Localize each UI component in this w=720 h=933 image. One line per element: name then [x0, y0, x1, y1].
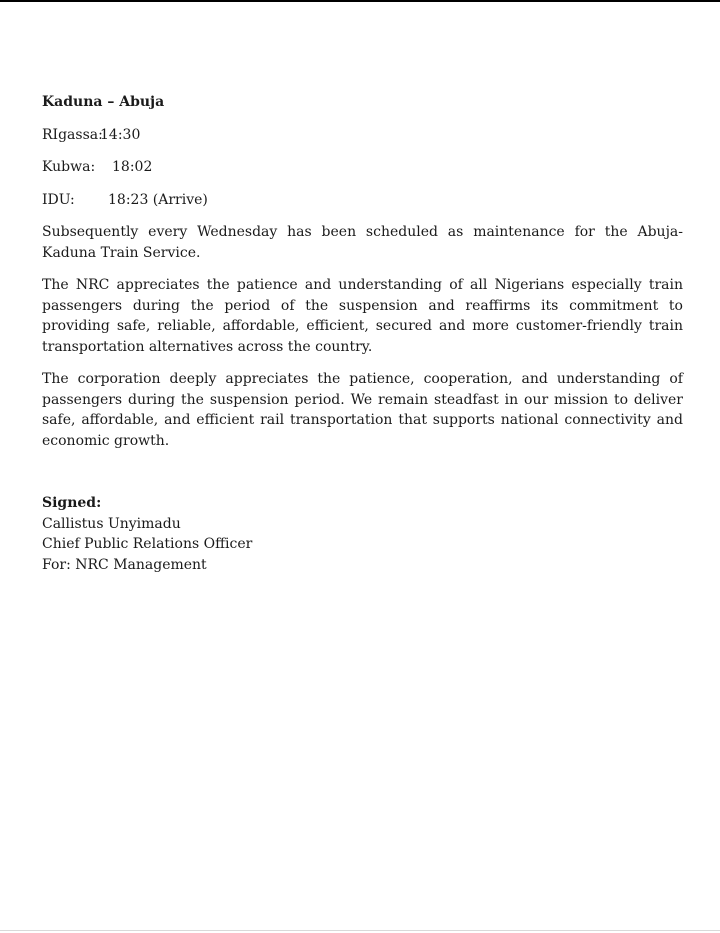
signatory-title: Chief Public Relations Officer [42, 536, 253, 552]
schedule-row-kubwa [42, 157, 683, 178]
schedule-time: 14:30 [100, 126, 141, 143]
signature-block [42, 493, 683, 575]
schedule-row-idu [42, 190, 683, 211]
paragraph-appreciation: The NRC appreciates the patience and understanding of all Nigerians especially train passengers during the period of the suspension and reaffirms its commitment to providing safe, reliable, affordable, efficient, secured and more customer-friendly train transportation alternatives across the country. [42, 277, 683, 355]
paragraph-mission-statement: The corporation deeply appreciates the patience, cooperation, and understanding of passengers during the suspension period. We remain steadfast in our mission to deliver safe, affordable, and efficient rail transportation that supports national connectivity and economic growth. [42, 371, 683, 449]
document-body [42, 92, 683, 575]
route-heading: Kaduna – Abuja [42, 94, 165, 110]
signed-label: Signed: [42, 495, 102, 511]
schedule-station: Kubwa: [42, 159, 96, 175]
signatory-name: Callistus Unyimadu [42, 515, 181, 532]
signatory-organization: For: NRC Management [42, 556, 207, 573]
schedule-station: RIgassa: [42, 126, 103, 143]
schedule-row-rigassa [42, 125, 683, 146]
schedule-station: IDU: [42, 191, 75, 208]
top-border-rule [0, 0, 720, 2]
bottom-border-rule [0, 930, 720, 931]
schedule-time: 18:23 (Arrive) [108, 191, 208, 208]
paragraph-maintenance-notice: Subsequently every Wednesday has been scheduled as maintenance for the Abuja-Kaduna Train Service. [42, 224, 683, 261]
schedule-time: 18:02 [112, 159, 153, 175]
